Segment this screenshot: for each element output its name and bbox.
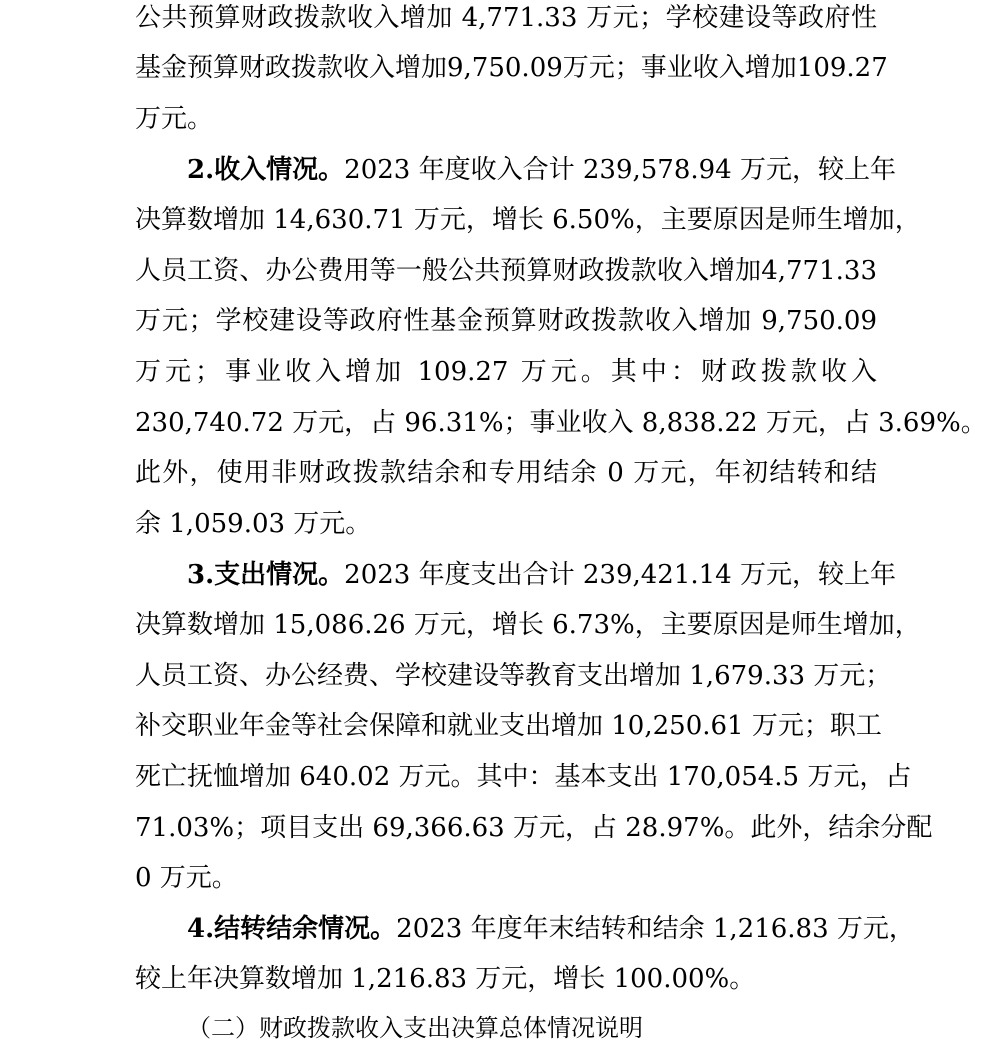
paragraph-3-line-3: 人员工资、办公经费、学校建设等教育支出增加 1,679.33 万元；: [135, 661, 892, 691]
paragraph-2-line-2: 决算数增加 14,630.71 万元，增长 6.50%，主要原因是师生增加，: [135, 205, 921, 235]
paragraph-3-line-7: 0 万元。: [135, 863, 238, 893]
income-heading: 2.收入情况。: [187, 155, 345, 185]
paragraph-3-first-line-text: 2023 年度支出合计 239,421.14 万元，较上年: [344, 560, 896, 590]
paragraph-1-line-1: 公共预算财政拨款收入增加 4,771.33 万元；学校建设等政府性: [135, 3, 877, 33]
section-heading: （二）财政拨款收入支出决算总体情况说明: [187, 1014, 643, 1042]
paragraph-1-line-2: 基金预算财政拨款收入增加9,750.09万元；事业收入增加109.27: [135, 53, 888, 83]
paragraph-2-line-7: 此外，使用非财政拨款结余和专用结余 0 万元，年初结转和结: [135, 458, 877, 488]
paragraph-2-first-line: [187, 152, 896, 188]
paragraph-3-line-4: 补交职业年金等社会保障和就业支出增加 10,250.61 万元；职工: [135, 711, 882, 741]
paragraph-3-line-5: 死亡抚恤增加 640.02 万元。其中：基本支出 170,054.5 万元，占: [135, 762, 912, 792]
paragraph-2-line-6: 230,740.72 万元，占 96.31%；事业收入 8,838.22 万元，占 3.69%。: [135, 408, 987, 438]
paragraph-4-line-2: 较上年决算数增加 1,216.83 万元，增长 100.00%。: [135, 964, 756, 994]
paragraph-2-line-3: 人员工资、办公费用等一般公共预算财政拨款收入增加4,771.33: [135, 256, 877, 286]
paragraph-1-line-3: 万元。: [135, 104, 214, 134]
paragraph-3-line-6: 71.03%；项目支出 69,366.63 万元，占 28.97%。此外，结余分配: [135, 813, 933, 843]
expenditure-heading: 3.支出情况。: [187, 560, 345, 590]
paragraph-2-line-8: 余 1,059.03 万元。: [135, 509, 372, 539]
paragraph-2-line-4: 万元；学校建设等政府性基金预算财政拨款收入增加 9,750.09: [135, 306, 877, 336]
paragraph-2-line-5: 万元；事业收入增加 109.27 万元。其中：财政拨款收入: [135, 357, 877, 387]
paragraph-4-first-line: [187, 911, 915, 947]
paragraph-4-first-line-text: 2023 年度年末结转和结余 1,216.83 万元，: [396, 914, 915, 944]
paragraph-3-first-line: [187, 557, 896, 593]
carryover-heading: 4.结转结余情况。: [187, 914, 397, 944]
paragraph-3-line-2: 决算数增加 15,086.26 万元，增长 6.73%，主要原因是师生增加，: [135, 610, 921, 640]
paragraph-2-first-line-text: 2023 年度收入合计 239,578.94 万元，较上年: [344, 155, 896, 185]
